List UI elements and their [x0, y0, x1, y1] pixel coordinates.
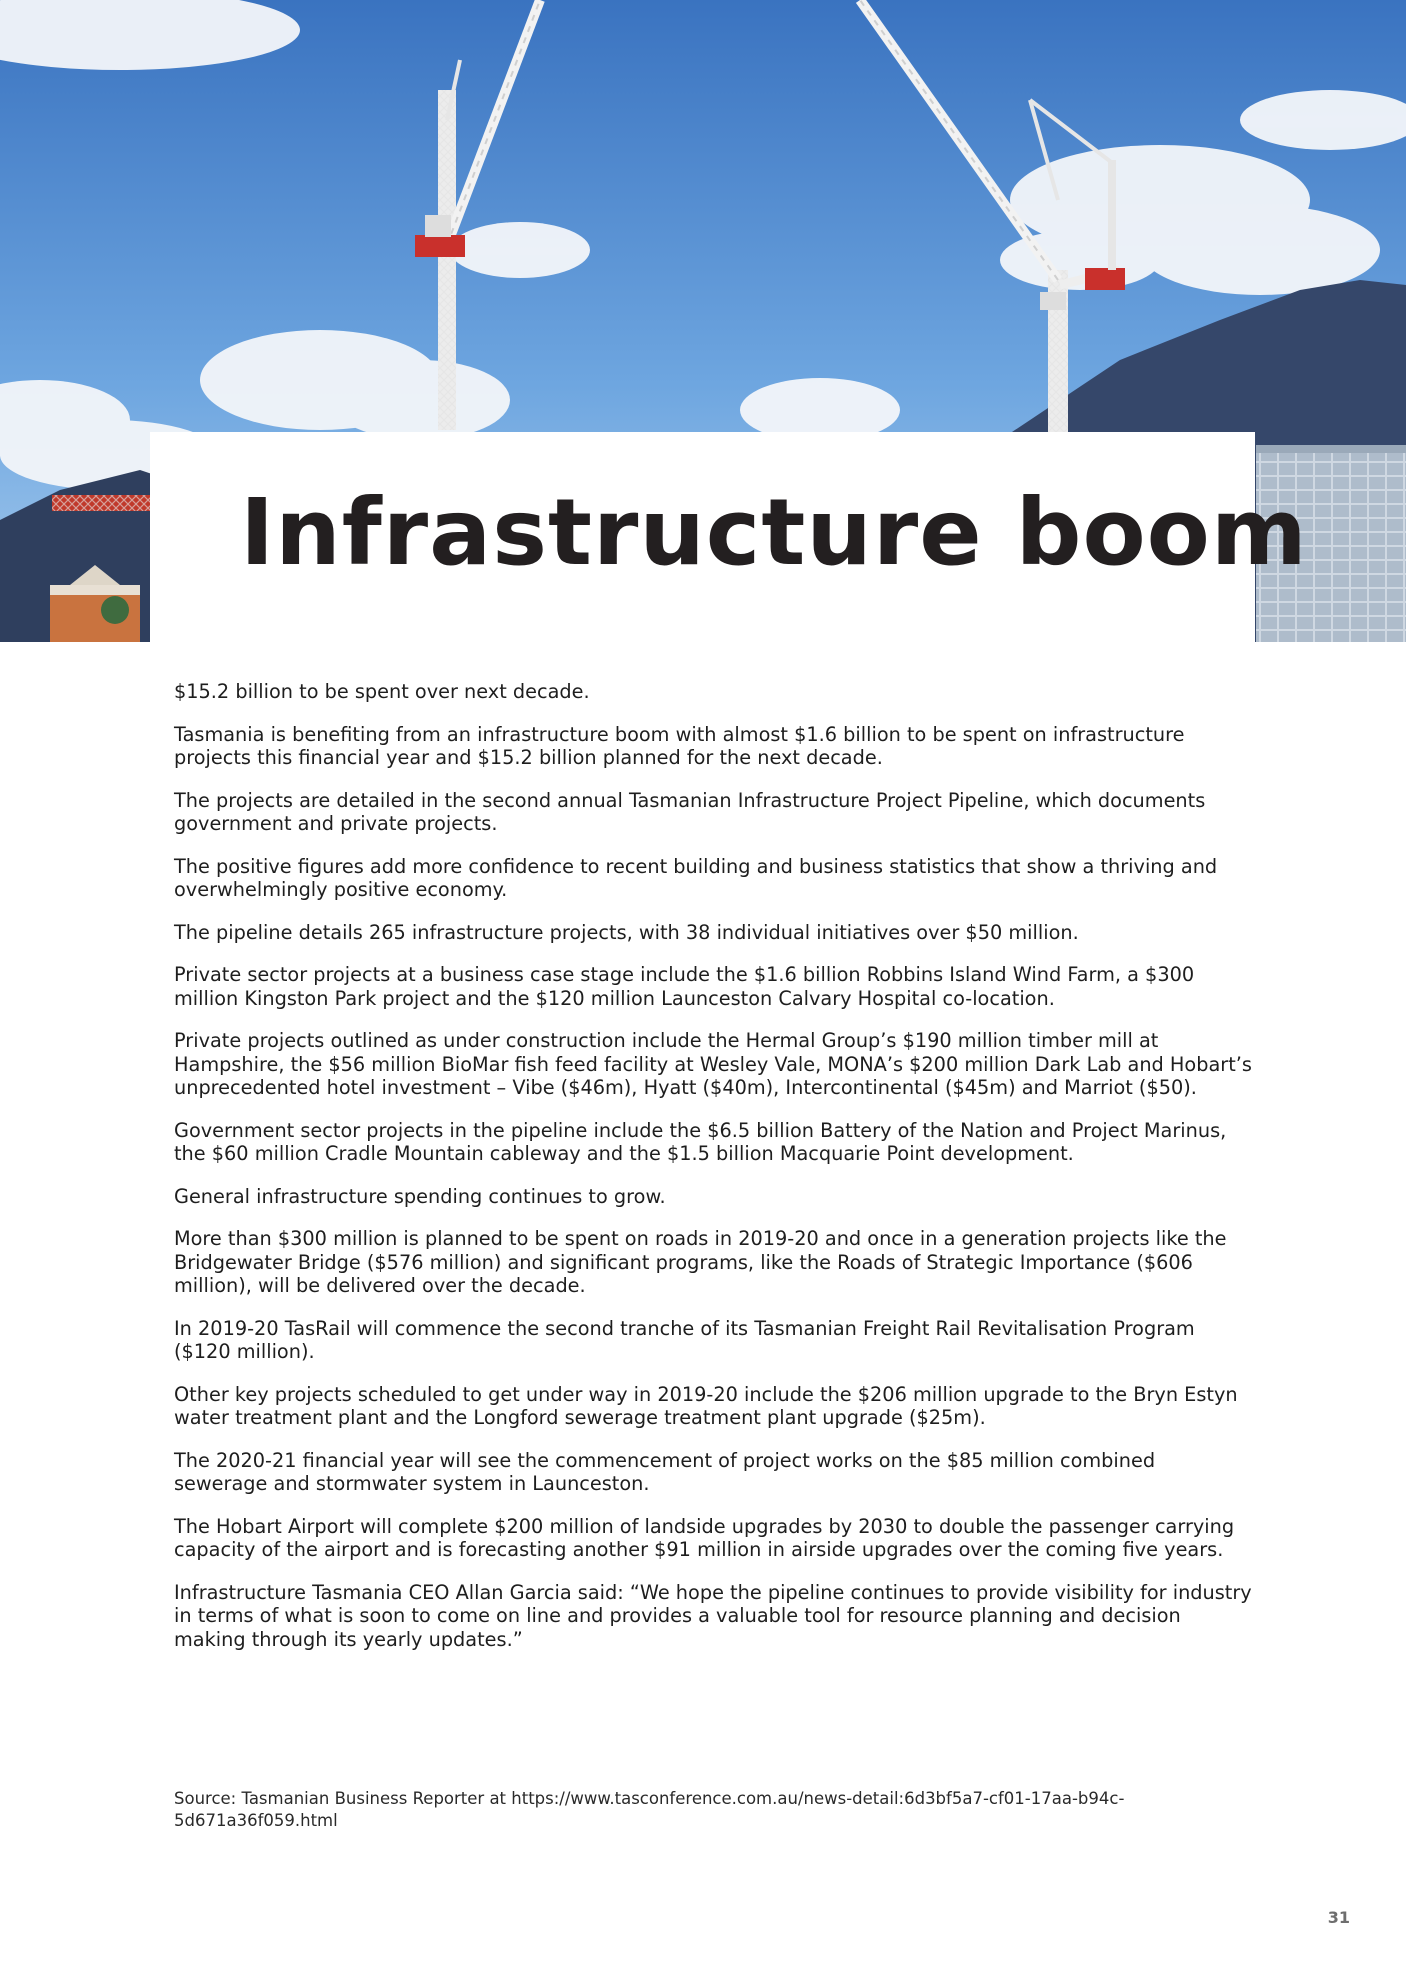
- page-number: 31: [1327, 1908, 1350, 1927]
- paragraph: The projects are detailed in the second annual Tasmanian Infrastructure Project Pipeline, which documents government and private projects.: [174, 788, 1206, 835]
- paragraph: In 2019-20 TasRail will commence the second tranche of its Tasmanian Freight Rail Revitalisation Program ($120 million).: [174, 1316, 1195, 1363]
- paragraph: Other key projects scheduled to get under way in 2019-20 include the $206 million upgrade to the Bryn Estyn water treatment plant and the Longford sewerage treatment plant upgrade ($25m).: [174, 1382, 1238, 1429]
- paragraph: Private projects outlined as under construction include the Hermal Group’s $190 million timber mill at Hampshire, the $56 million BioMar fish feed facility at Wesley Vale, MONA’s $200 million Dark Lab and Hobart’s unprecedented hotel investment – Vibe ($46m), Hyatt ($40m), Intercontinental ($45m) and Marriot ($50).: [174, 1029, 1252, 1099]
- paragraph: General infrastructure spending continues to grow.: [174, 1184, 666, 1208]
- paragraph: $15.2 billion to be spent over next decade.: [174, 680, 590, 703]
- paragraph: The positive figures add more confidence to recent building and business statistics that show a thriving and overwhelmingly positive economy.: [174, 854, 1218, 901]
- paragraph: More than $300 million is planned to be spent on roads in 2019-20 and once in a generation projects like the Bridgewater Bridge ($576 million) and significant programs, like the Roads of Strategic Importance ($606 million), will be delivered over the decade.: [174, 1227, 1227, 1297]
- title-box: [150, 432, 1308, 644]
- paragraph: The pipeline details 265 infrastructure projects, with 38 individual initiatives over $50 million.: [174, 920, 1079, 944]
- paragraph: The Hobart Airport will complete $200 million of landside upgrades by 2030 to double the passenger carrying capacity of the airport and is forecasting another $91 million in airside upgrades over the coming five years.: [174, 1514, 1235, 1561]
- paragraph: Private sector projects at a business case stage include the $1.6 billion Robbins Island Wind Farm, a $300 million Kingston Park project and the $120 million Launceston Calvary Hospital co-location.: [174, 963, 1195, 1010]
- paragraph: Government sector projects in the pipeline include the $6.5 billion Battery of the Nation and Project Marinus, the $60 million Cradle Mountain cableway and the $1.5 billion Macquarie Point development.: [174, 1118, 1227, 1165]
- paragraph: Tasmania is benefiting from an infrastructure boom with almost $1.6 billion to be spent on infrastructure projects this financial year and $15.2 billion planned for the next decade.: [174, 722, 1185, 769]
- article-body: [174, 680, 1254, 1670]
- paragraph: The 2020-21 financial year will see the commencement of project works on the $85 million combined sewerage and stormwater system in Launceston.: [174, 1448, 1156, 1495]
- paragraph: Infrastructure Tasmania CEO Allan Garcia said: “We hope the pipeline continues to provide visibility for industry in terms of what is soon to come on line and provides a valuable tool for resource planning and decision making through its yearly updates.”: [174, 1580, 1252, 1651]
- page-title: Infrastructure boom: [240, 479, 1308, 586]
- source-citation: Source: Tasmanian Business Reporter at https://www.tasconference.com.au/news-detail:6d3bf5a7-cf01-17aa-b94c-5d671a36f059.html: [174, 1789, 1125, 1830]
